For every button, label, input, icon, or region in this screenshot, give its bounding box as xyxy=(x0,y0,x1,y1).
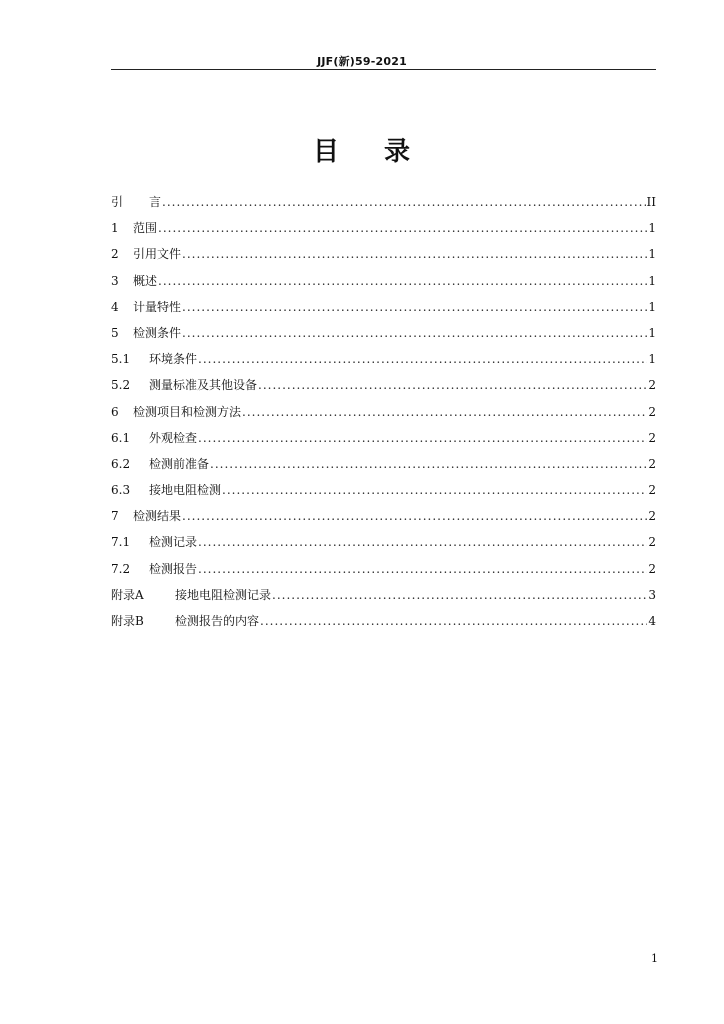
toc-entry-number: 附录A xyxy=(111,587,144,602)
toc-dot-leader xyxy=(198,560,647,578)
toc-entry-title: 言 xyxy=(149,195,162,209)
toc-entry[interactable] xyxy=(111,481,656,507)
toc-dot-leader xyxy=(260,612,647,630)
toc-entry-title: 检测结果 xyxy=(133,509,182,524)
toc-entry-page: 1 xyxy=(648,325,656,340)
toc-entry-title: 检测前准备 xyxy=(149,456,210,471)
toc-entry-page: 4 xyxy=(648,614,656,628)
toc-entry[interactable] xyxy=(111,350,656,376)
toc-entry-title: 检测条件 xyxy=(133,325,182,340)
toc-entry-number: 6.2 xyxy=(111,456,131,471)
toc-entry-page: 2 xyxy=(648,535,656,550)
toc-entry-page: 2 xyxy=(648,483,656,498)
toc-entry[interactable] xyxy=(111,612,656,638)
toc-entry-title: 测量标准及其他设备 xyxy=(149,378,258,393)
toc-entry-page: 2 xyxy=(648,404,656,419)
toc-dot-leader xyxy=(158,272,647,290)
toc-entry-title: 引用文件 xyxy=(133,247,182,262)
toc-dot-leader xyxy=(258,376,647,394)
toc-entry[interactable] xyxy=(111,298,656,324)
toc-entry-title: 接地电阻检测记录 xyxy=(175,587,272,602)
page-title-part-1: 目 xyxy=(312,137,340,167)
table-of-contents xyxy=(111,193,656,638)
toc-entry-page: 2 xyxy=(648,509,656,524)
toc-entry-number: 附录B xyxy=(111,614,144,628)
page-number: 1 xyxy=(651,952,658,965)
toc-entry-number: 6.1 xyxy=(111,430,131,445)
toc-dot-leader xyxy=(222,481,647,499)
toc-entry-number: 2 xyxy=(111,247,119,262)
toc-entry[interactable] xyxy=(111,507,656,533)
toc-entry-title: 概述 xyxy=(133,273,158,288)
toc-entry-title: 检测项目和检测方法 xyxy=(133,404,242,419)
page-title-part-2: 录 xyxy=(384,137,412,167)
toc-entry-title: 环境条件 xyxy=(149,352,198,367)
toc-entry-number: 5 xyxy=(111,325,119,340)
toc-entry-title: 检测报告的内容 xyxy=(175,614,260,628)
toc-entry-page: 1 xyxy=(648,299,656,314)
toc-entry[interactable] xyxy=(111,455,656,481)
toc-dot-leader xyxy=(182,507,647,525)
toc-dot-leader xyxy=(242,403,647,421)
toc-entry[interactable] xyxy=(111,533,656,559)
toc-entry-number: 5.2 xyxy=(111,378,131,393)
toc-dot-leader xyxy=(158,219,647,237)
toc-entry-title: 范围 xyxy=(133,221,158,236)
toc-entry-number: 7 xyxy=(111,509,119,524)
toc-entry[interactable] xyxy=(111,272,656,298)
toc-entry-title: 接地电阻检测 xyxy=(149,483,222,498)
toc-entry[interactable] xyxy=(111,376,656,402)
toc-entry[interactable] xyxy=(111,403,656,429)
toc-entry-page: 2 xyxy=(648,378,656,393)
toc-dot-leader xyxy=(162,193,646,211)
toc-entry-title: 外观检查 xyxy=(149,430,198,445)
toc-entry-title: 计量特性 xyxy=(133,299,182,314)
toc-entry-page: 1 xyxy=(648,221,656,236)
toc-entry[interactable] xyxy=(111,429,656,455)
toc-dot-leader xyxy=(198,350,647,368)
toc-entry-page: 1 xyxy=(648,273,656,288)
toc-entry[interactable] xyxy=(111,560,656,586)
toc-entry[interactable] xyxy=(111,219,656,245)
toc-entry-page: 2 xyxy=(648,456,656,471)
header-divider xyxy=(111,69,656,70)
toc-entry-page: 1 xyxy=(648,247,656,262)
toc-entry-number: 引 xyxy=(111,195,124,209)
toc-entry-number: 6.3 xyxy=(111,483,131,498)
toc-entry-page: II xyxy=(646,195,656,209)
toc-dot-leader xyxy=(182,298,647,316)
toc-entry-title: 检测记录 xyxy=(149,535,198,550)
toc-entry-page: 2 xyxy=(648,430,656,445)
toc-dot-leader xyxy=(182,245,647,263)
document-code: JJF(新)59-2021 xyxy=(317,55,407,68)
toc-entry[interactable] xyxy=(111,193,656,219)
toc-entry-number: 3 xyxy=(111,273,119,288)
toc-entry-number: 7.1 xyxy=(111,535,131,550)
toc-entry[interactable] xyxy=(111,245,656,271)
toc-dot-leader xyxy=(198,533,647,551)
toc-entry-number: 7.2 xyxy=(111,561,131,576)
toc-entry-page: 3 xyxy=(648,587,656,602)
toc-entry-page: 1 xyxy=(648,352,656,367)
toc-dot-leader xyxy=(272,586,647,604)
toc-entry-number: 1 xyxy=(111,221,119,236)
toc-entry-title: 检测报告 xyxy=(149,561,198,576)
toc-entry[interactable] xyxy=(111,586,656,612)
toc-dot-leader xyxy=(182,324,647,342)
toc-entry-number: 4 xyxy=(111,299,119,314)
toc-entry-number: 5.1 xyxy=(111,352,131,367)
page-title xyxy=(0,131,724,168)
toc-dot-leader xyxy=(198,429,647,447)
toc-entry-page: 2 xyxy=(648,561,656,576)
toc-dot-leader xyxy=(210,455,647,473)
toc-entry-number: 6 xyxy=(111,404,119,419)
toc-entry[interactable] xyxy=(111,324,656,350)
